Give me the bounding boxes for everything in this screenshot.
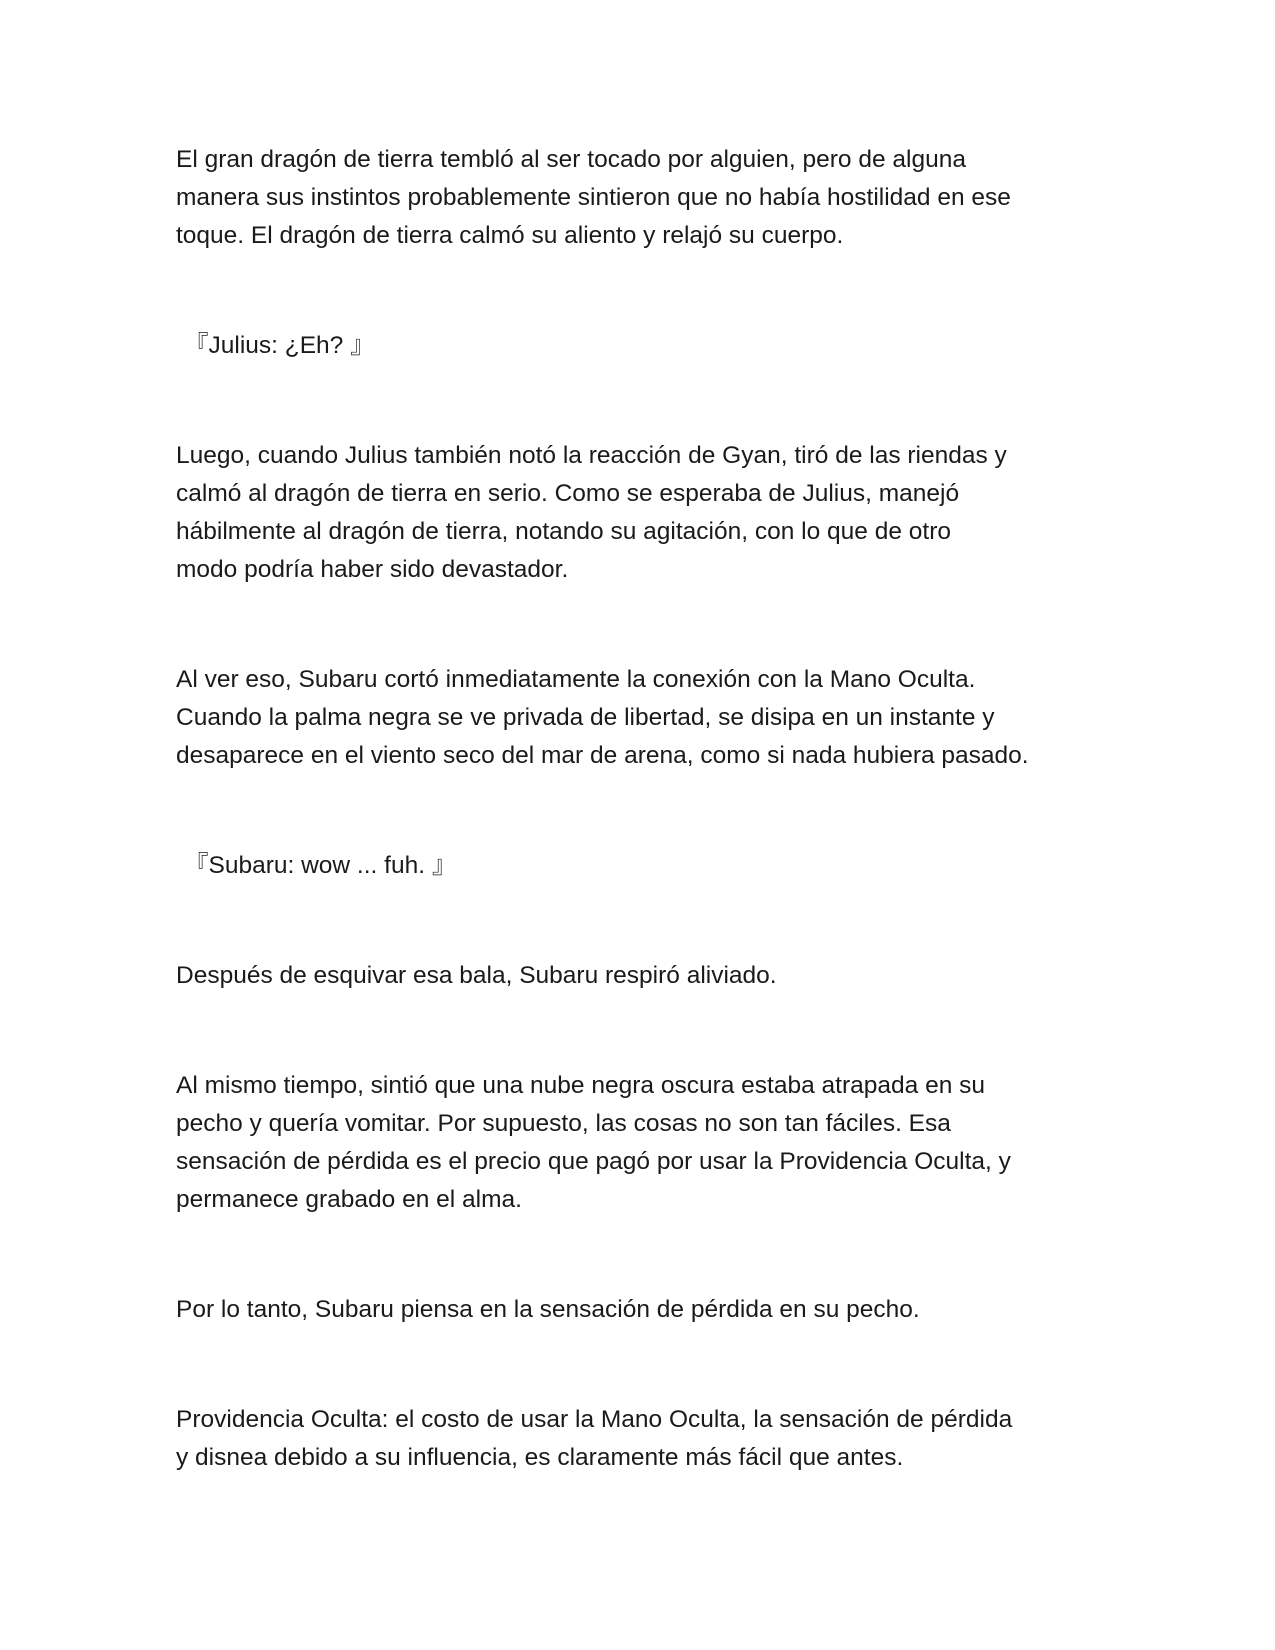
text-line: Luego, cuando Julius también notó la reacción de Gyan, tiró de las riendas y <box>176 442 1007 469</box>
paragraph-5 <box>176 1067 1106 1219</box>
text-line: sensación de pérdida es el precio que pagó por usar la Providencia Oculta, y <box>176 1148 1011 1175</box>
text-line: hábilmente al dragón de tierra, notando su agitación, con lo que de otro <box>176 518 952 545</box>
paragraph-7 <box>176 1401 1106 1477</box>
dialogue-line: 『Julius: ¿Eh? 』 <box>184 332 375 359</box>
text-line: Providencia Oculta: el costo de usar la Mano Oculta, la sensación de pérdida <box>176 1406 1013 1433</box>
text-line: Al mismo tiempo, sintió que una nube negra oscura estaba atrapada en su <box>176 1072 986 1099</box>
text-line: Al ver eso, Subaru cortó inmediatamente la conexión con la Mano Oculta. <box>176 666 976 693</box>
text-line: y disnea debido a su influencia, es claramente más fácil que antes. <box>176 1444 904 1471</box>
text-line: toque. El dragón de tierra calmó su aliento y relajó su cuerpo. <box>176 222 844 249</box>
text-line: modo podría haber sido devastador. <box>176 556 569 583</box>
dialogue-subaru <box>176 847 1106 885</box>
text-line: calmó al dragón de tierra en serio. Como se esperaba de Julius, manejó <box>176 480 960 507</box>
paragraph-1 <box>176 141 1106 255</box>
text-line: El gran dragón de tierra tembló al ser tocado por alguien, pero de alguna <box>176 146 966 173</box>
dialogue-julius <box>176 327 1106 365</box>
text-line: Después de esquivar esa bala, Subaru respiró aliviado. <box>176 962 777 989</box>
text-line: Cuando la palma negra se ve privada de libertad, se disipa en un instante y <box>176 704 995 731</box>
dialogue-line: 『Subaru: wow ... fuh. 』 <box>184 852 457 879</box>
text-line: desaparece en el viento seco del mar de arena, como si nada hubiera pasado. <box>176 742 1029 769</box>
text-line: Por lo tanto, Subaru piensa en la sensación de pérdida en su pecho. <box>176 1296 920 1323</box>
text-line: pecho y quería vomitar. Por supuesto, las cosas no son tan fáciles. Esa <box>176 1110 951 1137</box>
paragraph-4 <box>176 957 1106 995</box>
paragraph-3 <box>176 661 1106 775</box>
text-line: manera sus instintos probablemente sintieron que no había hostilidad en ese <box>176 184 1011 211</box>
text-line: permanece grabado en el alma. <box>176 1186 522 1213</box>
paragraph-6 <box>176 1291 1106 1329</box>
paragraph-2 <box>176 437 1106 589</box>
document-body <box>176 141 1106 1549</box>
